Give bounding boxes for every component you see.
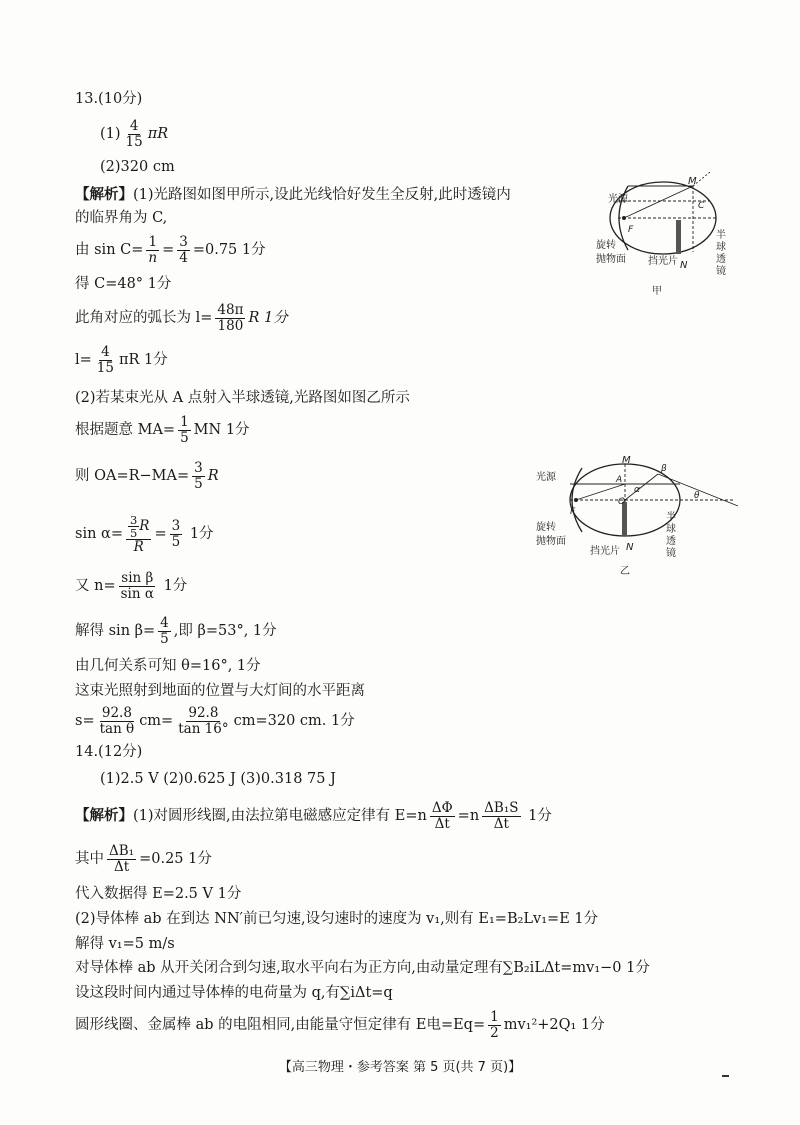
q13-eq-OA: 则 OA=R−MA= $\frac{3}{5}$ R: [75, 459, 219, 492]
svg-text:挡光片: 挡光片: [648, 256, 678, 267]
svg-text:β: β: [661, 464, 667, 474]
svg-text:光源: 光源: [536, 472, 556, 483]
q13-eq-sinC: 由 sin C= $\frac{1}{n}$ = $\frac{3}{4}$ =0.75 1分: [75, 233, 266, 266]
svg-text:半: 半: [666, 512, 676, 523]
q13-eq-C: 得 C=48° 1分: [75, 276, 172, 292]
q13-header: 13.(10分): [75, 91, 143, 107]
svg-text:F: F: [570, 507, 576, 517]
q13-answer-2: (2)320 cm: [100, 159, 175, 175]
svg-text:镜: 镜: [666, 548, 676, 559]
figure-jia: [588, 172, 738, 298]
q14-charge: 设这段时间内通过导体棒的电荷量为 q,有∑iΔt=q: [75, 985, 393, 1001]
q14-part2-line1: (2)导体棒 ab 在到达 NN′前已匀速,设匀速时的速度为 v₁,则有 E₁=B₂Lv₁=E 1分: [75, 911, 599, 927]
analysis-tag: 【解析】: [75, 807, 133, 824]
q13-eq-n: 又 n= $\frac{\text{sin β}}{\text{sin α}}$ 1分: [75, 569, 188, 602]
q14-eq-v1: 解得 v₁=5 m/s: [75, 936, 175, 952]
svg-text:镜: 镜: [716, 266, 726, 277]
q13-eq-theta: 由几何关系可知 θ=16°, 1分: [75, 658, 261, 674]
svg-text:F: F: [628, 225, 634, 235]
svg-text:挡光片: 挡光片: [590, 546, 620, 557]
q14-header: 14.(12分): [75, 744, 143, 760]
q13-eq-sin-alpha: sin α= $\frac{3}{5}$ R R = $\frac{3}{5}$ 1分: [75, 512, 214, 555]
page-footer: 【高三物理・参考答案 第 5 页(共 7 页)】: [278, 1060, 522, 1075]
q13-eq-sin-beta: 解得 sin β= $\frac{4}{5}$ ,即 β=53°, 1分: [75, 614, 277, 647]
svg-text:N: N: [680, 260, 688, 271]
q14-answers: (1)2.5 V (2)0.625 J (3)0.318 75 J: [100, 771, 336, 787]
svg-text:N: N: [626, 542, 634, 553]
svg-text:抛物面: 抛物面: [596, 254, 626, 265]
corner-mark: [722, 1075, 729, 1077]
svg-text:O: O: [618, 497, 626, 507]
svg-text:θ: θ: [694, 491, 700, 501]
svg-text:球: 球: [666, 524, 676, 535]
svg-text:旋转: 旋转: [596, 240, 616, 251]
svg-text:旋转: 旋转: [536, 522, 556, 533]
q13-eq-arc: 此角对应的弧长为 l= $\frac{48\pi}{180}$ R 1分: [75, 301, 288, 334]
q13-answer-1: (1) $\frac{4}{15}$ πR: [100, 117, 169, 150]
q13-analysis-line1: 【解析】(1)光路图如图甲所示,设此光线恰好发生全反射,此时透镜内: [75, 186, 511, 203]
q14-eq-E: 代入数据得 E=2.5 V 1分: [75, 886, 242, 902]
q14-momentum: 对导体棒 ab 从开关闭合到匀速,取水平向右为正方向,由动量定理有∑B₂iLΔt=mv₁−0 1分: [75, 960, 650, 976]
q13-eq-MA: 根据题意 MA= $\frac{1}{5}$ MN 1分: [75, 413, 250, 446]
q13-distance-text: 这束光照射到地面的位置与大灯间的水平距离: [75, 683, 365, 699]
q14-energy: 圆形线圈、金属棒 ab 的电阻相同,由能量守恒定律有 E电=Eq= $\frac{1}{2}$ mv₁²+2Q₁ 1分: [75, 1008, 605, 1041]
figure-caption-yi: 乙: [620, 566, 630, 577]
light-blocker: [676, 220, 681, 254]
svg-text:抛物面: 抛物面: [536, 536, 566, 547]
q14-eq-dB: 其中 $\frac{\text{ΔB₁}}{\Delta t}$ =0.25 1分: [75, 842, 212, 875]
svg-text:球: 球: [716, 242, 726, 253]
svg-text:M: M: [622, 455, 631, 466]
q13-eq-l: l= $\frac{4}{15}$ πR 1分: [75, 343, 168, 376]
svg-text:透: 透: [666, 536, 676, 547]
svg-text:透: 透: [716, 254, 726, 265]
light-blocker: [622, 502, 627, 536]
q14-analysis-line1: 【解析】(1)对圆形线圈,由法拉第电磁感应定律有 E=n $\frac{\Delta\Phi}{\Delta t}$ =n $\frac{\text{ΔB₁S}}{\Delta t}$ 1分: [75, 799, 552, 832]
label-light-source: 光源: [608, 194, 628, 205]
svg-text:半: 半: [716, 230, 726, 241]
q13-eq-s: s= $\frac{92.8}{\text{tan θ}}$ cm= $\frac{92.8}{\tan 16^\circ}$ cm=320 cm. 1分: [75, 704, 355, 737]
svg-text:A: A: [616, 475, 623, 485]
svg-text:C: C: [698, 201, 705, 211]
q13-analysis-line2: 的临界角为 C,: [75, 210, 168, 226]
q13-part2-intro: (2)若某束光从 A 点射入半球透镜,光路图如图乙所示: [75, 390, 410, 406]
svg-text:α: α: [634, 485, 640, 495]
figure-yi: [530, 454, 740, 578]
svg-text:M: M: [688, 176, 697, 187]
analysis-tag: 【解析】: [75, 186, 133, 203]
figure-caption-jia: 甲: [652, 286, 662, 297]
